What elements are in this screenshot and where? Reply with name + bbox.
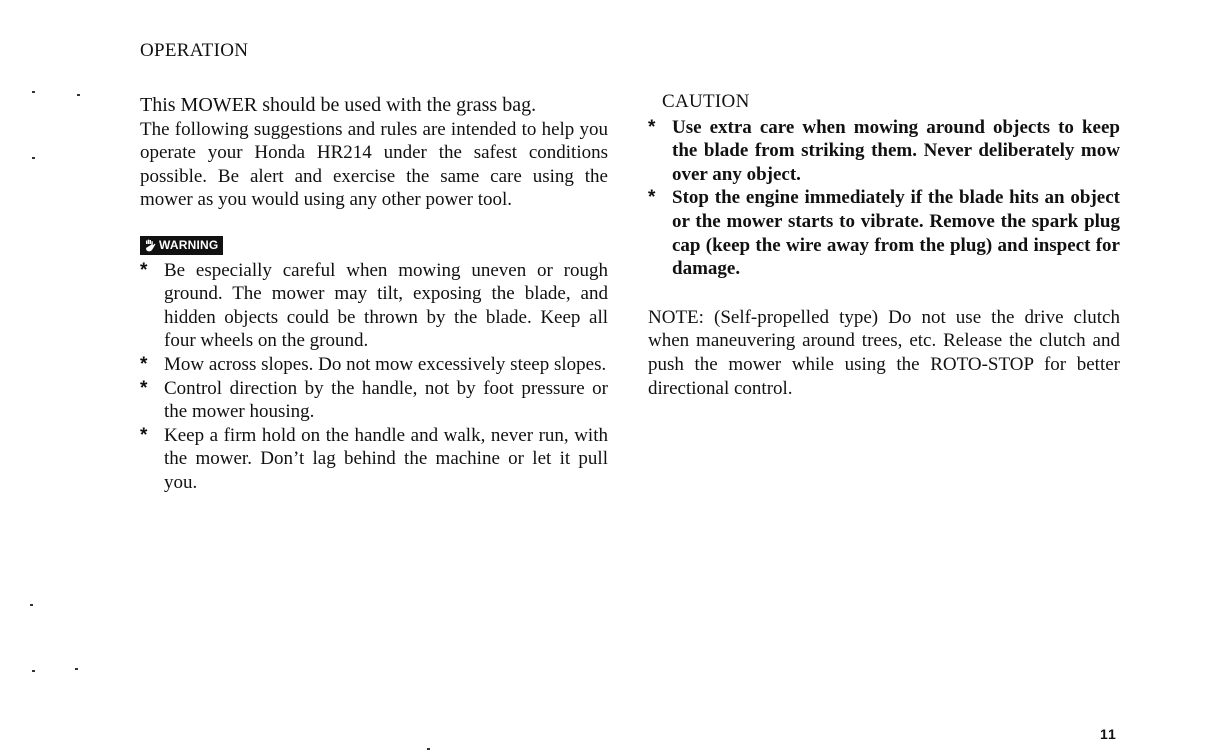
hand-warning-icon [144,239,159,252]
warning-item [140,424,608,495]
warning-item [140,353,608,377]
warning-item-text: Be especially careful when mowing uneven or rough ground. The mower may tilt, exposing the blade, and hidden objects could be thrown by the blade. Keep all four wheels on the ground. [164,259,608,352]
bullet-marker: * [140,377,148,399]
warning-item-text: Keep a firm hold on the handle and walk, never run, with the mower. Don’t lag behind the machine or let it pull you. [164,424,608,493]
bullet-marker: * [648,116,656,138]
caution-item [648,116,1120,187]
caution-item [648,186,1120,280]
scan-speck [77,94,80,96]
warning-list [140,259,608,495]
intro-lead: This MOWER should be used with the grass bag. [140,94,537,116]
scan-speck [30,604,33,606]
warning-item-text: Mow across slopes. Do not mow excessively steep slopes. [164,353,607,375]
left-column [140,94,608,495]
warning-item-text: Control direction by the handle, not by foot pressure or the mower housing. [164,377,608,423]
warning-badge [140,236,223,255]
scan-speck [32,91,35,93]
bullet-marker: * [140,259,148,281]
scan-speck [32,670,35,672]
caution-item-text: Stop the engine immediately if the blade hits an object or the mower starts to vibrate. Remove the spark plug cap (keep the wire away from the plug) and inspect for damage. [672,187,1120,280]
bullet-marker: * [140,353,148,375]
note-paragraph: NOTE: (Self-propelled type) Do not use the drive clutch when maneuvering around trees, etc. Release the clutch and push the mower while using the ROTO-STOP for better directional control. [648,306,1120,399]
scan-speck [32,157,35,159]
scan-speck [75,668,78,670]
caution-item-text: Use extra care when mowing around objects to keep the blade from striking them. Never deliberately mow over any object. [672,116,1120,185]
caution-title: CAUTION [662,91,750,112]
bullet-marker: * [648,187,656,209]
section-title: OPERATION [140,40,249,61]
page-number: 11 [1100,726,1117,742]
right-column [648,90,1120,400]
intro-body: The following suggestions and rules are intended to help you operate your Honda HR214 under the safest conditions possible. Be alert and exercise the same care using the mower as you would using any other power tool. [140,118,608,211]
warning-badge-label: WARNING [159,237,219,252]
caution-list [648,116,1120,281]
bullet-marker: * [140,424,148,446]
warning-item [140,377,608,424]
warning-item [140,259,608,353]
scan-speck [427,748,430,750]
